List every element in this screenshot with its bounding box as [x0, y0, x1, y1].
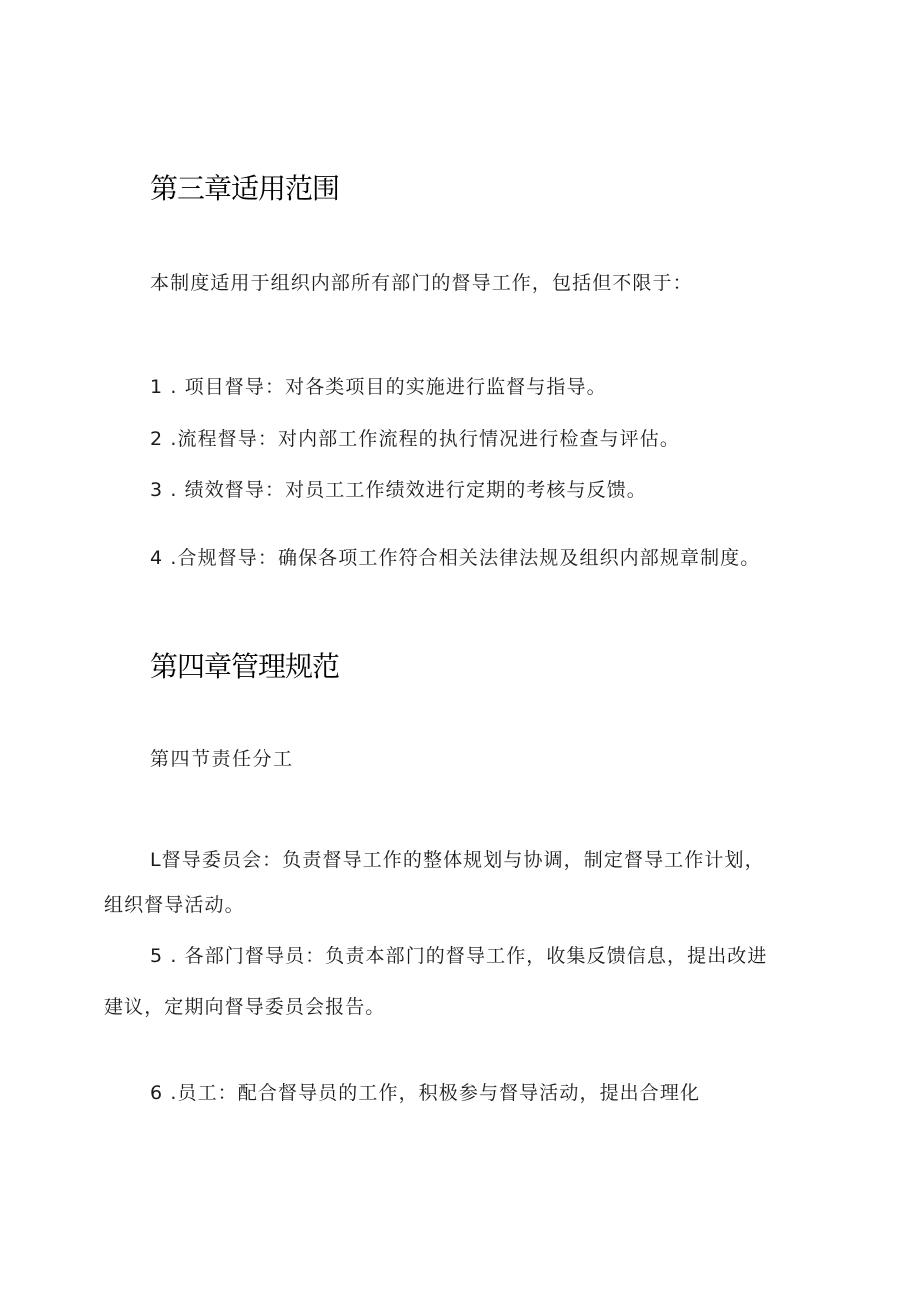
- scope-item-2: 2 .流程督导：对内部工作流程的执行情况进行检查与评估。: [150, 428, 680, 450]
- scope-item-4: 4 .合规督导：确保各项工作符合相关法律法规及组织内部规章制度。: [150, 547, 761, 569]
- duty-paragraph-3-line-1: 6 .员工：配合督导员的工作，积极参与督导活动，提出合理化: [150, 1082, 701, 1104]
- duty-paragraph-2-line-1: 5 . 各部门督导员：负责本部门的督导工作，收集反馈信息，提出改进: [150, 945, 768, 967]
- chapter-4-title: 第四章管理规范: [150, 650, 340, 683]
- duty-paragraph-1-line-2: 组织督导活动。: [104, 894, 245, 916]
- chapter-3-intro: 本制度适用于组织内部所有部门的督导工作，包括但不限于：: [150, 272, 693, 294]
- chapter-3-title: 第三章适用范围: [150, 172, 340, 205]
- section-title: 第四节责任分工: [150, 748, 294, 770]
- duty-paragraph-1-line-1: L督导委员会：负责督导工作的整体规划与协调，制定督导工作计划，: [150, 849, 765, 871]
- scope-item-1: 1 . 项目督导：对各类项目的实施进行监督与指导。: [150, 376, 607, 398]
- scope-item-3: 3 . 绩效督导：对员工工作绩效进行定期的考核与反馈。: [150, 479, 647, 501]
- duty-paragraph-2-line-2: 建议，定期向督导委员会报告。: [104, 996, 386, 1018]
